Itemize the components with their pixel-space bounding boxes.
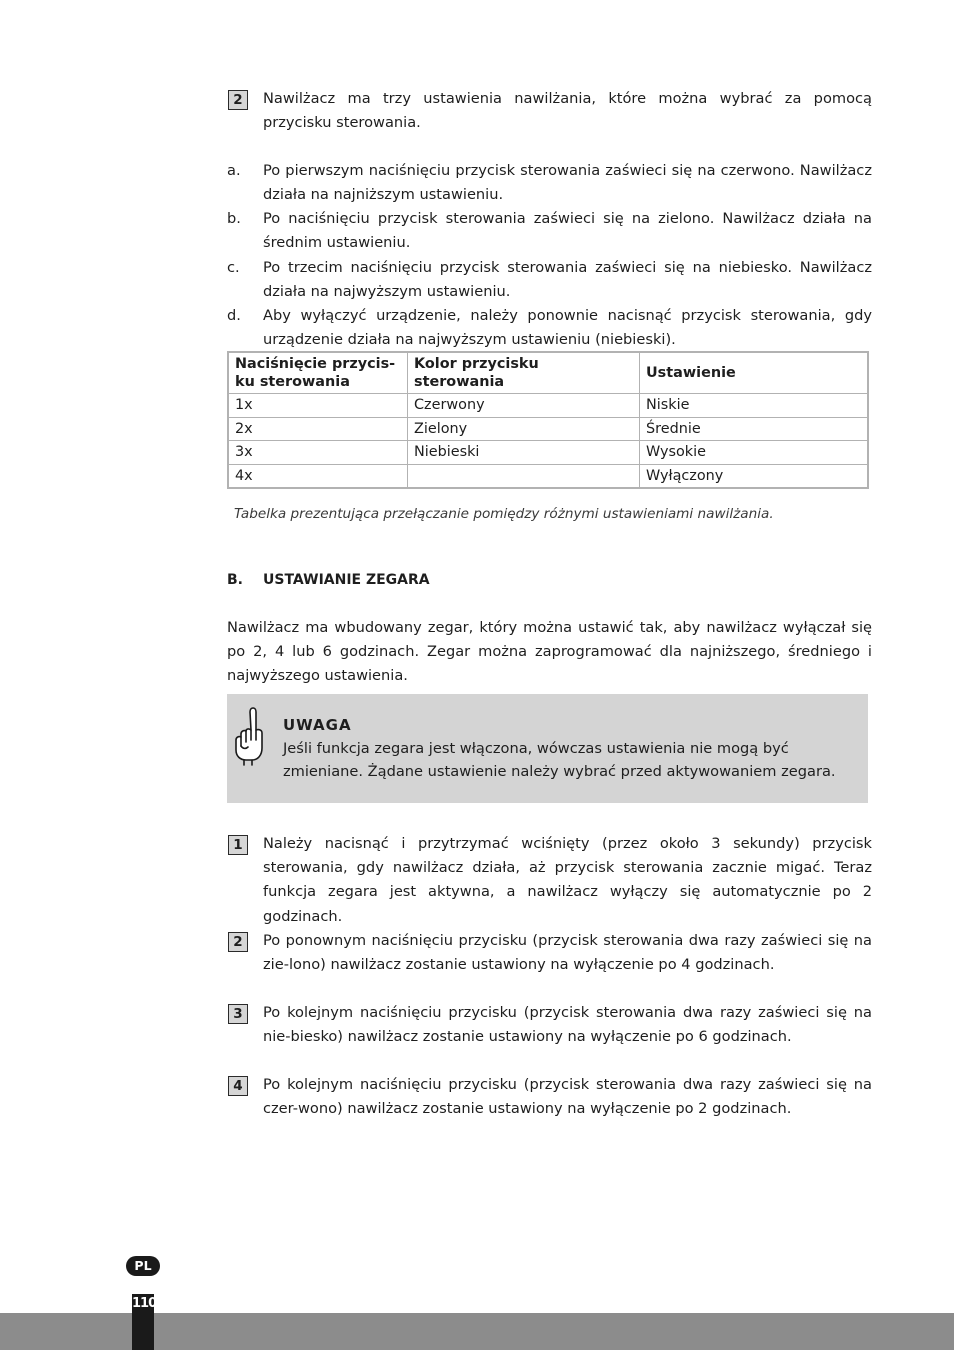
step-number-badge: 2 [228, 932, 248, 952]
section-letter: B. [227, 572, 243, 588]
table-cell: Niskie [640, 394, 869, 418]
table-cell: Średnie [640, 417, 869, 441]
table-cell: 3x [228, 441, 408, 465]
table-row [228, 394, 868, 418]
table-row [228, 417, 868, 441]
step-text: Po kolejnym naciśnięciu przycisku (przycisk sterowania dwa razy zaświeci się na nie-biesko) nawilżacz zostanie ustawiony na wyłączenie po 6 godzinach. [263, 1004, 872, 1046]
list-item: Aby wyłączyć urządzenie, należy ponownie nacisnąć przycisk sterowania, gdy urządzenie działa na najwyższym ustawieniu (niebieski). [263, 307, 872, 349]
table-header-cell: Ustawienie [640, 352, 869, 394]
table-cell: Niebieski [408, 441, 640, 465]
step-number-badge: 3 [228, 1004, 248, 1024]
step-text: Należy nacisnąć i przytrzymać wciśnięty (przez około 3 sekundy) przycisk sterowania, gdy nawilżacz działa, aż przycisk sterowania zacznie migać. Teraz funkcja zegara jest aktywna, a nawilżacz wyłączy się automatycznie po 2 godzinach. [263, 835, 872, 925]
table-cell: Wysokie [640, 441, 869, 465]
step-number-badge: 1 [228, 835, 248, 855]
intro-paragraph: Nawilżacz ma trzy ustawienia nawilżania, które można wybrać za pomocą przycisku sterowania. [263, 90, 872, 132]
table-cell: 2x [228, 417, 408, 441]
table-cell: 1x [228, 394, 408, 418]
table-caption: Tabelka prezentująca przełączanie pomiędzy różnymi ustawieniami nawilżania. [234, 506, 774, 522]
note-title: UWAGA [283, 716, 352, 734]
list-letter: d. [227, 307, 241, 324]
table-cell: 4x [228, 464, 408, 488]
table-cell [408, 464, 640, 488]
table-header-cell: Kolor przycisku sterowania [408, 352, 640, 394]
section-paragraph: Nawilżacz ma wbudowany zegar, który można ustawić tak, aby nawilżacz wyłączał się po 2, 4 lub 6 godzinach. Zegar można zaprogramować dla najniższego, średniego i najwyższego ustawienia. [227, 619, 872, 685]
section-title: USTAWIANIE ZEGARA [263, 572, 430, 588]
settings-table [227, 351, 869, 489]
table-cell: Czerwony [408, 394, 640, 418]
list-letter: a. [227, 162, 241, 179]
pointing-hand-icon [233, 704, 267, 766]
step-number-badge: 2 [228, 90, 248, 110]
table-cell: Wyłączony [640, 464, 869, 488]
step-text: Po ponownym naciśnięciu przycisku (przycisk sterowania dwa razy zaświeci się na zie-lono) nawilżacz zostanie ustawiony na wyłączenie po 4 godzinach. [263, 932, 872, 974]
step-number-badge: 4 [228, 1076, 248, 1096]
note-box [227, 694, 868, 803]
list-letter: b. [227, 210, 241, 227]
table-cell: Zielony [408, 417, 640, 441]
step-text: Po kolejnym naciśnięciu przycisku (przycisk sterowania dwa razy zaświeci się na czer-wono) nawilżacz zostanie ustawiony na wyłączenie po 2 godzinach. [263, 1076, 872, 1118]
note-text: Jeśli funkcja zegara jest włączona, wówczas ustawienia nie mogą być zmieniane. Żądane ustawienie należy wybrać przed aktywowaniem zegara. [283, 740, 836, 780]
list-item: Po trzecim naciśnięciu przycisk sterowania zaświeci się na niebiesko. Nawilżacz działa na najwyższym ustawieniu. [263, 259, 872, 301]
table-header-cell: Naciśnięcie przycis-ku sterowania [228, 352, 408, 394]
table-row [228, 464, 868, 488]
list-item: Po pierwszym naciśnięciu przycisk sterowania zaświeci się na czerwono. Nawilżacz działa na najniższym ustawieniu. [263, 162, 872, 204]
table-header-row [228, 352, 868, 394]
page-number: 110 [132, 1296, 157, 1311]
list-letter: c. [227, 259, 240, 276]
language-badge: PL [126, 1256, 160, 1276]
list-item: Po naciśnięciu przycisk sterowania zaświeci się na zielono. Nawilżacz działa na średnim ustawieniu. [263, 210, 872, 252]
table-row [228, 441, 868, 465]
